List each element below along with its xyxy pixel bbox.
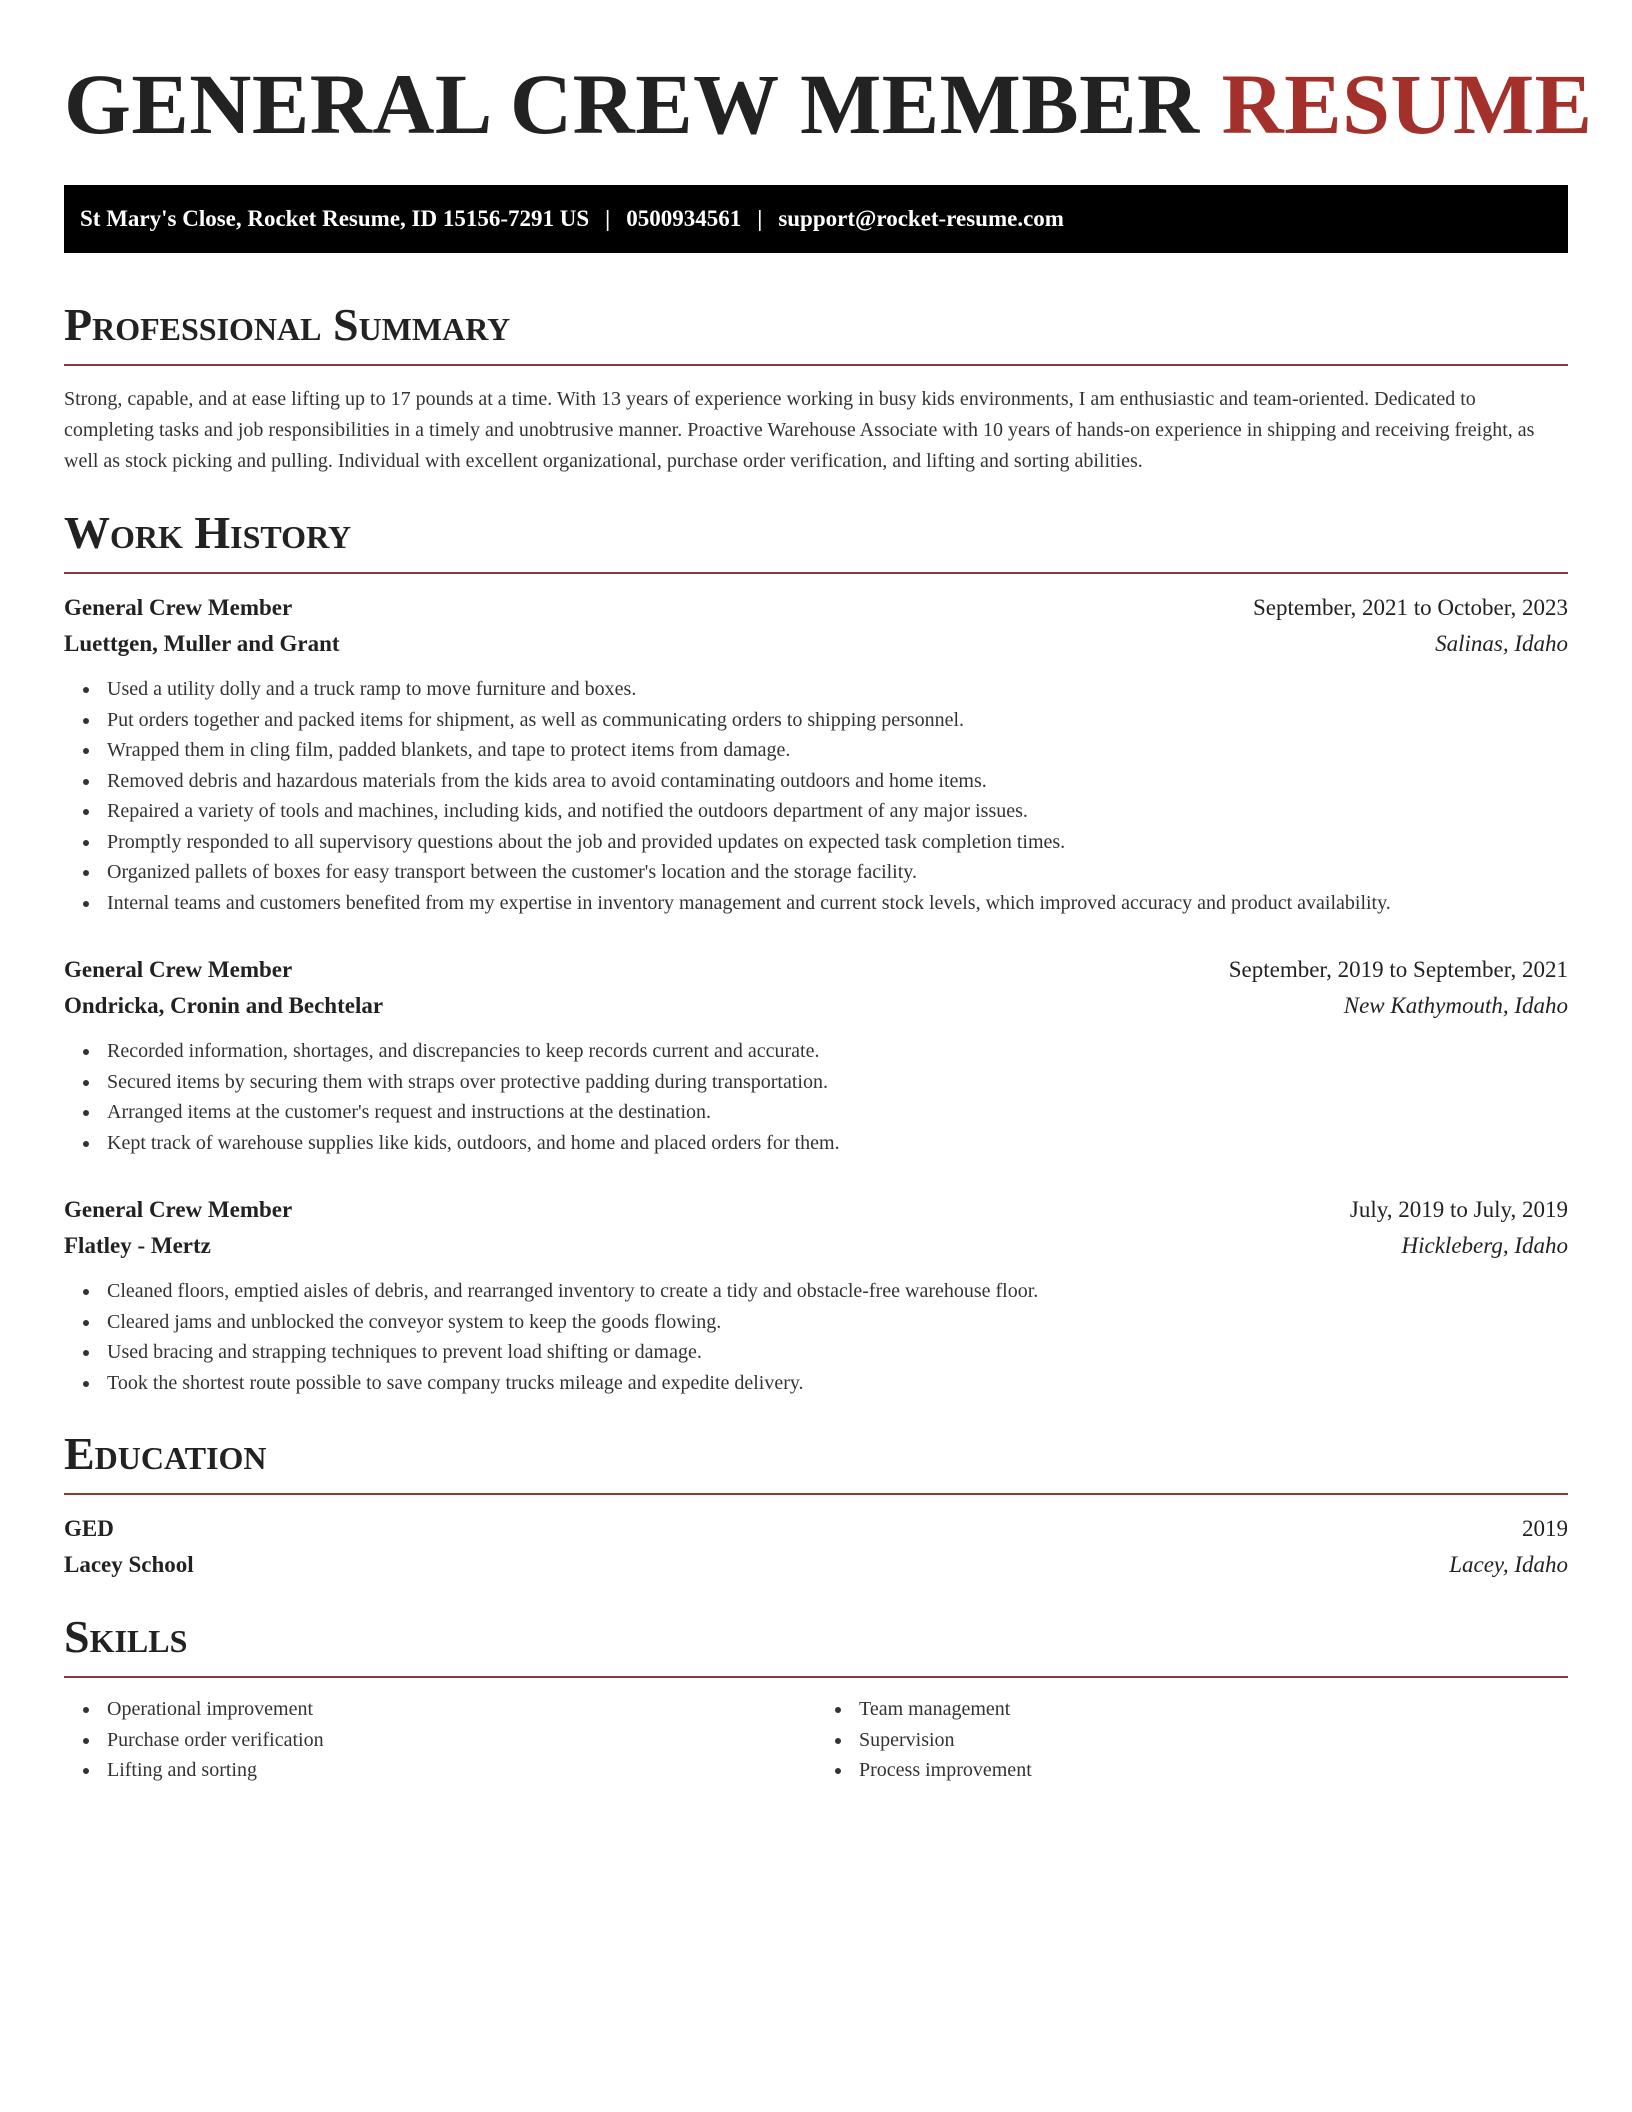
job-bullet: Arranged items at the customer's request and instructions at the destination. [107, 1097, 1568, 1128]
title-main: GENERAL CREW MEMBER [64, 56, 1200, 152]
job-bullet: Put orders together and packed items for shipment, as well as communicating orders to shipping personnel. [107, 705, 1568, 736]
job-bullet: Internal teams and customers benefited from my expertise in inventory management and current stock levels, which improved accuracy and product availability. [107, 888, 1568, 919]
job-role: General Crew Member [64, 1197, 293, 1222]
job-bullets [64, 1276, 1568, 1398]
skills-list-right [816, 1694, 1568, 1786]
job-bullet: Used a utility dolly and a truck ramp to move furniture and boxes. [107, 674, 1568, 705]
job-entry [64, 1192, 1568, 1398]
contact-bar [64, 185, 1568, 253]
job-bullet: Wrapped them in cling film, padded blankets, and tape to protect items from damage. [107, 735, 1568, 766]
job-bullets [64, 1036, 1568, 1158]
job-bullet: Secured items by securing them with straps over protective padding during transportation. [107, 1067, 1568, 1098]
job-bullet: Used bracing and strapping techniques to prevent load shifting or damage. [107, 1337, 1568, 1368]
skill-item: Lifting and sorting [107, 1755, 816, 1786]
job-dates: July, 2019 to July, 2019 [1349, 1197, 1568, 1222]
skills-list-left [64, 1694, 816, 1786]
contact-email: support@rocket-resume.com [778, 206, 1064, 231]
job-entry [64, 952, 1568, 1158]
title-accent: RESUME [1221, 56, 1593, 152]
job-dates: September, 2019 to September, 2021 [1228, 957, 1568, 982]
contact-separator: | [605, 206, 611, 231]
job-company: Ondricka, Cronin and Bechtelar [64, 993, 384, 1018]
job-bullet: Removed debris and hazardous materials from the kids area to avoid contaminating outdoors and home items. [107, 766, 1568, 797]
job-bullets [64, 674, 1568, 918]
skills-heading: Skills [64, 1609, 1568, 1678]
education-degree: GED [64, 1516, 114, 1541]
job-bullet: Organized pallets of boxes for easy transport between the customer's location and the storage facility. [107, 857, 1568, 888]
skills-grid [64, 1694, 1568, 1786]
job-bullet: Cleaned floors, emptied aisles of debris, and rearranged inventory to create a tidy and obstacle-free warehouse floor. [107, 1276, 1568, 1307]
job-bullet: Took the shortest route possible to save company trucks mileage and expedite delivery. [107, 1368, 1568, 1399]
skill-item: Supervision [859, 1725, 1568, 1756]
work-history-heading: Work History [64, 505, 1568, 574]
education-location: Lacey, Idaho [1449, 1552, 1568, 1577]
education-school: Lacey School [64, 1552, 194, 1577]
summary-text: Strong, capable, and at ease lifting up to 17 pounds at a time. With 13 years of experience working in busy kids environments, I am enthusiastic and team-oriented. Dedicated to completing tasks and job responsibilities in a timely and unobtrusive manner. Proactive Warehouse Associate with 10 years of hands-on experience in shipping and receiving freight, as well as stock picking and pulling. Individual with excellent organizational, purchase order verification, and lifting and sorting abilities. [64, 388, 1535, 472]
skill-item: Team management [859, 1694, 1568, 1725]
skills-section [64, 1609, 1568, 1786]
job-bullet: Kept track of warehouse supplies like kids, outdoors, and home and placed orders for them. [107, 1128, 1568, 1159]
job-bullet: Repaired a variety of tools and machines, including kids, and notified the outdoors department of any major issues. [107, 796, 1568, 827]
job-entry [64, 590, 1568, 918]
contact-address: St Mary's Close, Rocket Resume, ID 15156-7291 US [80, 206, 590, 231]
education-year: 2019 [1522, 1516, 1568, 1541]
job-bullet: Promptly responded to all supervisory questions about the job and provided updates on expected task completion times. [107, 827, 1568, 858]
job-company: Luettgen, Muller and Grant [64, 631, 340, 656]
summary-section [64, 297, 1568, 477]
job-location: New Kathymouth, Idaho [1343, 993, 1568, 1018]
job-bullet: Recorded information, shortages, and discrepancies to keep records current and accurate. [107, 1036, 1568, 1067]
job-dates: September, 2021 to October, 2023 [1253, 595, 1568, 620]
job-bullet: Cleared jams and unblocked the conveyor system to keep the goods flowing. [107, 1307, 1568, 1338]
job-company: Flatley - Mertz [64, 1233, 211, 1258]
job-location: Salinas, Idaho [1435, 631, 1568, 656]
education-entry [64, 1511, 1568, 1583]
work-history-section [64, 505, 1568, 1398]
job-role: General Crew Member [64, 957, 293, 982]
skill-item: Process improvement [859, 1755, 1568, 1786]
contact-separator: | [757, 206, 763, 231]
job-role: General Crew Member [64, 595, 293, 620]
skill-item: Purchase order verification [107, 1725, 816, 1756]
contact-phone: 0500934561 [626, 206, 742, 231]
summary-heading: Professional Summary [64, 297, 1568, 366]
skill-item: Operational improvement [107, 1694, 816, 1725]
resume-title [64, 0, 1593, 152]
education-heading: Education [64, 1426, 1568, 1495]
job-location: Hickleberg, Idaho [1401, 1233, 1568, 1258]
education-section [64, 1426, 1568, 1583]
